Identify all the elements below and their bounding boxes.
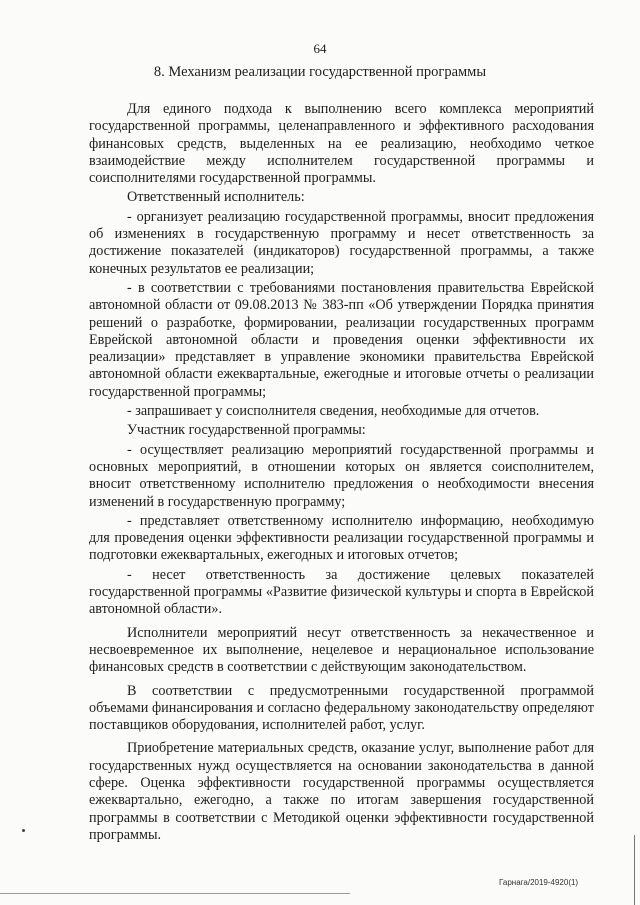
paragraph-responsible-executor: Ответственный исполнитель: xyxy=(127,189,305,206)
paragraph-procurement: Приобретение материальных средств, оказание услуг, выполнение работ для государственных нужд осуществляется на основании законодательства в данной сфере. Оценка эффективности государственной программы осуществляется ежеквартально, ежегодно, а также по итогам завершения государственной программы в соответствии с Методикой оценки эффективности государственной программы. xyxy=(89,740,594,843)
paragraph-intro: Для единого подхода к выполнению всего комплекса мероприятий государственной программы, целенаправленного и эффективного расходования финансовых средств, выделенных на ее реализацию, необходимо четкое взаимодействие между исполнителем государственной программы и соисполнителями государственной программы. xyxy=(89,101,594,187)
footer-document-code: Гарнага/2019-4920(1) xyxy=(499,878,579,887)
paragraph-participant-responsible: - несет ответственность за достижение целевых показателей государственной программы «Развитие физической культуры и спорта в Еврейской автономной области». xyxy=(89,566,594,618)
page-edge-line xyxy=(634,835,635,905)
page-number: 64 xyxy=(313,41,327,56)
document-body xyxy=(89,101,594,846)
paragraph-executors-liability: Исполнители мероприятий несут ответственность за некачественное и несвоевременное их выполнение, нецелевое и нерациональное использование финансовых средств в соответствии с действующим законодательством. xyxy=(89,624,594,676)
paragraph-executor-requests: - запрашивает у соисполнителя сведения, необходимые для отчетов. xyxy=(127,403,540,420)
paragraph-executor-reports: - в соответствии с требованиями постановления правительства Еврейской автономной области от 09.08.2013 № 383-пп «Об утверждении Порядка принятия решений о разработке, формировании, реализации государственных программ Еврейской автономной области и проведения оценки эффективности их реализации» представляет в управление экономики правительства Еврейской автономной области ежеквартальные, ежегодные и итоговые отчеты о реализации государственной программы; xyxy=(89,279,594,400)
section-heading: 8. Механизм реализации государственной программы xyxy=(153,64,487,80)
paragraph-participant-provides: - представляет ответственному исполнителю информацию, необходимую для проведения оценки эффективности реализации государственной программы и подготовки ежеквартальных, ежегодных и итоговых отчетов; xyxy=(89,512,594,564)
paragraph-executor-organizes: - организует реализацию государственной программы, вносит предложения об изменениях в государственную программу и несет ответственность за достижение показателей (индикаторов) государственной программы, а также конечных результатов ее реализации; xyxy=(89,208,594,277)
margin-mark xyxy=(22,829,25,832)
paragraph-participant-implements: - осуществляет реализацию мероприятий государственной программы и основных мероприятий, в отношении которых он является соисполнителем, вносит ответственному исполнителю предложения о необходимости внесения изменений в государственную программу; xyxy=(89,441,594,510)
paragraph-financing: В соответствии с предусмотренными государственной программой объемами финансирования и согласно федеральному законодательству определяют поставщиков оборудования, исполнителей работ, услуг. xyxy=(89,682,594,734)
paragraph-participant: Участник государственной программы: xyxy=(127,422,366,439)
bottom-divider xyxy=(0,893,350,894)
